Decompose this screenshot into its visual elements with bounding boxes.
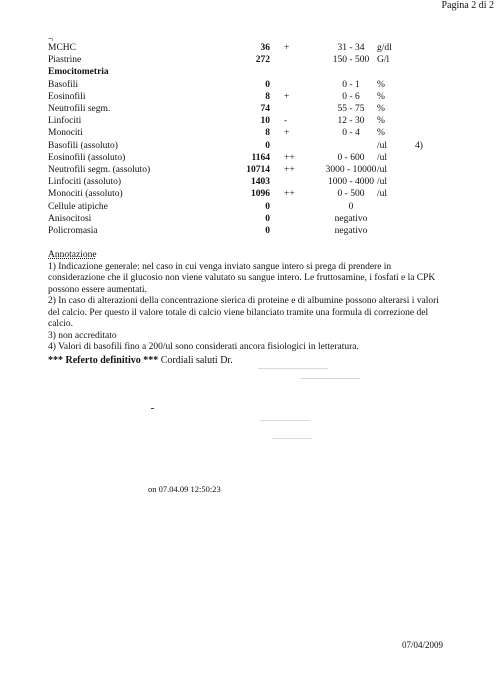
result-flag: +: [284, 43, 290, 53]
result-row: [48, 140, 448, 152]
result-value: 0: [265, 140, 270, 151]
result-row: [48, 213, 448, 225]
result-row: [48, 79, 448, 91]
result-name: Emocitometria: [48, 67, 109, 78]
result-value: 74: [260, 104, 270, 114]
result-name: Neutrofili segm. (assoluto): [48, 165, 151, 175]
result-note-ref: 4): [415, 140, 423, 151]
result-flag: ++: [284, 189, 295, 200]
result-reference-range: 0 - 500: [337, 189, 365, 200]
result-row: [48, 152, 448, 164]
result-unit: /ul: [377, 140, 388, 151]
result-value: 272: [255, 55, 270, 66]
footer-date: 07/04/2009: [402, 640, 444, 650]
result-value: 0: [265, 79, 270, 90]
result-flag: +: [284, 91, 290, 102]
result-reference-range: 31 - 34: [337, 43, 365, 53]
result-row: [48, 164, 448, 176]
result-value: 0: [265, 213, 270, 224]
page-number: Pagina 2 di 2: [441, 0, 494, 11]
result-name: Cellule atipiche: [48, 201, 108, 212]
result-unit: %: [377, 104, 385, 114]
result-unit: /ul: [377, 152, 388, 163]
result-name: Basofili: [48, 79, 79, 90]
result-flag: -: [284, 116, 288, 127]
result-reference-range: 0 - 6: [342, 91, 360, 102]
result-flag: ++: [284, 165, 295, 175]
scan-speck: [151, 408, 154, 409]
result-value: 1164: [251, 152, 270, 163]
result-row: [48, 66, 448, 78]
timestamp: on 07.04.09 12:50:23: [148, 484, 221, 494]
result-name: Neutrofili segm.: [48, 104, 111, 114]
result-name: Monociti (assoluto): [48, 189, 123, 200]
result-value: 1403: [251, 177, 270, 188]
result-name: Monociti: [48, 128, 83, 139]
final-report-label: *** Referto definitivo ***: [48, 355, 159, 366]
result-unit: %: [377, 128, 385, 139]
result-value: 0: [265, 201, 270, 212]
top-mark: ¬: [48, 34, 54, 44]
result-reference-range: 55 - 75: [337, 104, 365, 114]
result-reference-range: 150 - 500: [332, 55, 370, 66]
faint-mark: [260, 420, 310, 421]
result-unit: /ul: [377, 165, 388, 175]
result-row: [48, 91, 448, 103]
result-reference-range: 1000 - 4000: [328, 177, 374, 188]
result-value: 10: [260, 116, 270, 127]
result-name: Linfociti (assoluto): [48, 177, 122, 188]
result-flag: ++: [284, 152, 295, 163]
result-reference-range: 0: [348, 201, 354, 212]
faint-mark: [300, 378, 360, 379]
result-value: 8: [265, 128, 270, 139]
result-row: [48, 103, 448, 115]
annotations-block: [48, 250, 443, 354]
result-row: [48, 201, 448, 213]
result-value: 1096: [251, 189, 270, 200]
result-reference-range: negativo: [334, 213, 368, 224]
result-unit: %: [377, 116, 385, 127]
result-unit: G/l: [377, 55, 390, 66]
result-unit: /ul: [377, 177, 388, 188]
result-unit: %: [377, 79, 385, 90]
result-reference-range: 12 - 30: [337, 116, 365, 127]
result-value: 10714: [246, 165, 270, 175]
result-name: Piastrine: [48, 55, 82, 66]
result-row: [48, 225, 448, 237]
result-name: Eosinofili (assoluto): [48, 152, 126, 163]
annotation-2: 2) In caso di alterazioni della concentrazione sierica di proteine e di albumine possono alterarsi i valori del calcio. Per questo il valore totale di calcio viene bilanciato tramite una formula di correzione del calcio.: [48, 296, 439, 329]
result-row: [48, 127, 448, 139]
result-name: Anisocitosi: [48, 213, 92, 224]
result-unit: /ul: [377, 189, 388, 200]
result-reference-range: 3000 - 10000: [325, 165, 377, 175]
annotation-1: 1) Indicazione generale: nel caso in cui venga inviato sangue intero si prega di prendere in considerazione che il glucosio non viene valutato su sangue intero. Le fruttosamine, i fosfati e la CPK possono essere aumentati.: [48, 261, 436, 295]
annotations-heading: Annotazione: [48, 250, 97, 260]
result-row: [48, 188, 448, 200]
greeting-text: Cordiali saluti Dr.: [158, 355, 233, 366]
annotation-4: 4) Valori di basofili fino a 200/ul sono considerati ancora fisiologici in letteratura.: [48, 342, 359, 352]
result-reference-range: 0 - 1: [342, 79, 360, 90]
faint-mark: [272, 438, 312, 439]
result-reference-range: 0 - 600: [337, 152, 365, 163]
result-unit: %: [377, 91, 385, 102]
result-name: MCHC: [48, 43, 76, 53]
result-value: 0: [265, 226, 270, 236]
result-name: Linfociti: [48, 116, 82, 127]
result-row: [48, 176, 448, 188]
result-reference-range: 0 - 4: [342, 128, 360, 139]
result-name: Eosinofili: [48, 91, 86, 102]
final-report-line: [48, 355, 233, 366]
result-row: [48, 54, 448, 66]
result-value: 36: [260, 43, 270, 53]
result-value: 8: [265, 91, 270, 102]
annotation-3: 3) non accreditato: [48, 330, 117, 341]
result-row: [48, 42, 448, 54]
faint-mark: [258, 368, 328, 369]
result-row: [48, 115, 448, 127]
result-flag: +: [284, 128, 290, 139]
result-unit: g/dl: [377, 43, 392, 53]
result-reference-range: negativo: [334, 226, 368, 236]
result-name: Policromasia: [48, 226, 98, 236]
result-name: Basofili (assoluto): [48, 140, 118, 151]
